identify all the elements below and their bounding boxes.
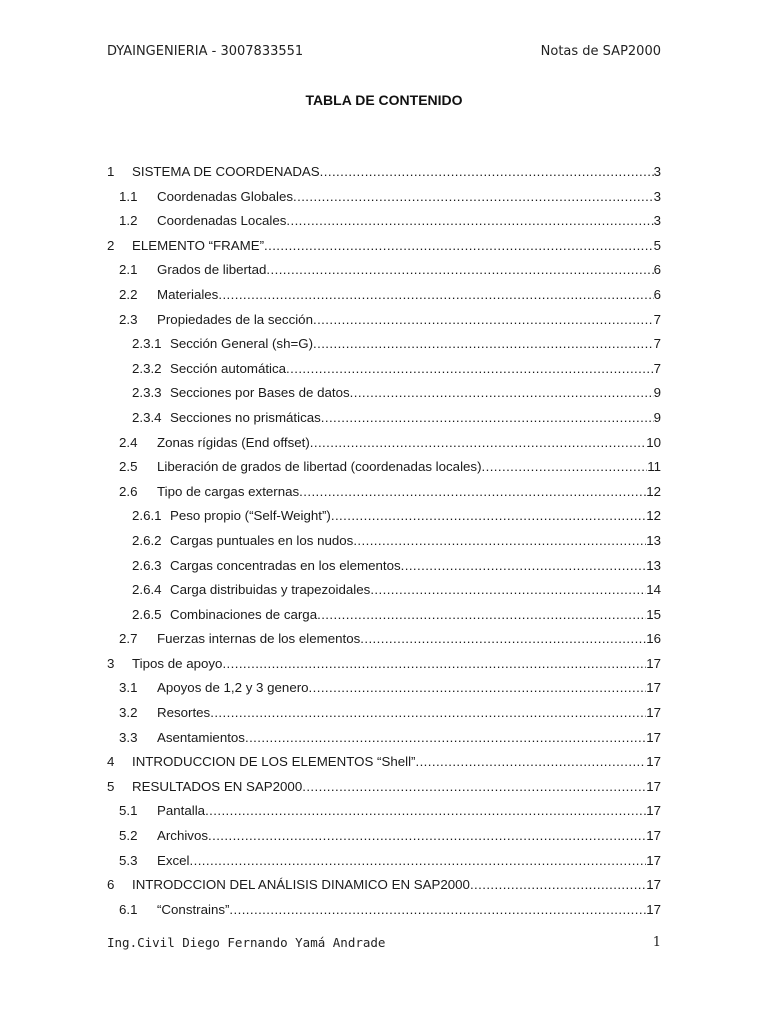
- toc-entry-page: 12: [646, 508, 661, 524]
- toc-entry[interactable]: [107, 482, 661, 507]
- toc-entry[interactable]: [107, 433, 661, 458]
- toc-entry-title: Secciones no prismáticas: [170, 409, 321, 425]
- toc-entry-title: Sección General (sh=G): [170, 336, 314, 352]
- toc-leader: [353, 531, 646, 551]
- table-of-contents: [107, 162, 661, 924]
- toc-entry-title: Sección automática: [170, 360, 287, 376]
- toc-entry[interactable]: [107, 703, 661, 728]
- toc-entry-number: 2.3.1: [132, 336, 162, 352]
- toc-leader: [320, 162, 654, 182]
- toc-entry-title: Propiedades de la sección: [157, 311, 313, 327]
- toc-entry-number: 1: [107, 164, 115, 179]
- toc-entry-title: Combinaciones de carga: [170, 606, 318, 622]
- toc-entry-title: Coordenadas Locales: [157, 213, 287, 229]
- toc-entry-page: 13: [646, 557, 661, 573]
- toc-entry-title: Carga distribuidas y trapezoidales: [170, 582, 371, 598]
- toc-leader: [222, 654, 646, 674]
- toc-entry-page: 17: [646, 803, 661, 819]
- toc-entry-number: 2.7: [119, 631, 138, 647]
- toc-leader: [302, 777, 646, 797]
- toc-entry-number: 2.6.5: [132, 606, 162, 622]
- toc-entry-title: Coordenadas Globales: [157, 188, 294, 204]
- header-company: DYAINGENIERIA - 3007833551: [107, 44, 304, 59]
- toc-leader: [482, 457, 648, 477]
- toc-entry[interactable]: [107, 580, 661, 605]
- toc-entry[interactable]: [107, 900, 661, 925]
- toc-entry-number: 2: [107, 237, 115, 253]
- footer-page-number: 1: [652, 935, 661, 950]
- toc-entry-page: 15: [646, 606, 661, 622]
- toc-leader: [350, 383, 654, 403]
- toc-leader: [331, 506, 646, 526]
- toc-entry-title: SISTEMA DE COORDENADAS: [132, 164, 320, 179]
- toc-entry-page: 10: [646, 434, 661, 450]
- toc-entry-number: 2.1: [119, 262, 138, 278]
- toc-leader: [229, 900, 646, 920]
- toc-leader: [309, 678, 647, 698]
- toc-entry-number: 2.5: [119, 459, 138, 475]
- toc-entry-number: 6: [107, 877, 115, 893]
- toc-entry-number: 2.3.2: [132, 360, 162, 376]
- toc-entry-title: Cargas concentradas en los elementos: [170, 557, 401, 573]
- toc-title: TABLA DE CONTENIDO: [305, 92, 463, 108]
- toc-entry-page: 17: [646, 901, 661, 917]
- toc-entry-page: 5: [653, 237, 661, 253]
- toc-entry-number: 2.3.3: [132, 385, 162, 401]
- toc-entry-title: Materiales: [157, 286, 219, 302]
- toc-entry-number: 5.3: [119, 852, 138, 868]
- toc-entry-number: 1.2: [119, 213, 138, 229]
- toc-entry-title: ELEMENTO “FRAME”: [132, 237, 264, 253]
- toc-entry-number: 5.2: [119, 828, 138, 844]
- toc-entry-number: 2.4: [119, 434, 138, 450]
- toc-entry-page: 7: [653, 360, 661, 376]
- toc-entry-title: Secciones por Bases de datos: [170, 385, 350, 401]
- toc-entry-page: 17: [646, 754, 661, 770]
- toc-leader: [299, 482, 646, 502]
- toc-entry-number: 2.2: [119, 286, 138, 302]
- toc-entry[interactable]: [107, 531, 661, 556]
- toc-entry-title: Archivos: [157, 828, 208, 844]
- toc-entry[interactable]: [107, 752, 661, 777]
- toc-entry-page: 11: [647, 459, 661, 475]
- toc-entry[interactable]: [107, 728, 661, 753]
- toc-entry-page: 17: [646, 680, 661, 696]
- toc-entry[interactable]: [107, 506, 661, 531]
- toc-entry-page: 6: [653, 286, 661, 302]
- toc-entry-number: 2.6: [119, 483, 138, 499]
- toc-entry[interactable]: [107, 187, 661, 212]
- toc-entry-title: Zonas rígidas (End offset): [157, 434, 310, 450]
- toc-leader: [208, 826, 646, 846]
- toc-leader: [190, 851, 647, 871]
- footer-author: Ing.Civil Diego Fernando Yamá Andrade: [107, 935, 386, 950]
- toc-entry[interactable]: [107, 678, 661, 703]
- toc-leader: [313, 310, 654, 330]
- toc-leader: [317, 605, 646, 625]
- toc-leader: [415, 752, 646, 772]
- toc-entry[interactable]: [107, 383, 661, 408]
- toc-entry[interactable]: [107, 408, 661, 433]
- toc-entry-title: Tipos de apoyo: [132, 655, 223, 671]
- toc-entry-title: RESULTADOS EN SAP2000: [132, 778, 303, 794]
- toc-entry-number: 2.6.4: [132, 582, 162, 598]
- toc-entry-page: 17: [646, 705, 661, 721]
- toc-entry-title: Apoyos de 1,2 y 3 genero: [157, 680, 309, 696]
- toc-entry[interactable]: [107, 260, 661, 285]
- toc-entry[interactable]: [107, 875, 661, 900]
- toc-entry-number: 3: [107, 655, 115, 671]
- toc-leader: [321, 408, 654, 428]
- toc-entry-number: 4: [107, 754, 115, 770]
- toc-entry[interactable]: [107, 211, 661, 236]
- toc-entry-title: Asentamientos: [157, 729, 245, 745]
- page-footer: [107, 935, 661, 953]
- toc-leader: [266, 260, 653, 280]
- toc-leader: [470, 875, 646, 895]
- toc-leader: [264, 236, 654, 256]
- toc-entry-title: Excel: [157, 852, 190, 868]
- toc-entry[interactable]: [107, 851, 661, 876]
- toc-entry-page: 17: [646, 729, 661, 745]
- toc-entry-title: Resortes: [157, 705, 211, 721]
- toc-leader: [293, 187, 654, 207]
- toc-leader: [286, 211, 653, 231]
- toc-entry-number: 5: [107, 778, 115, 794]
- toc-entry-page: 6: [653, 262, 661, 278]
- toc-entry[interactable]: [107, 605, 661, 630]
- toc-entry-number: 2.6.2: [132, 532, 162, 548]
- toc-leader: [310, 433, 646, 453]
- toc-entry-page: 17: [646, 852, 661, 868]
- toc-entry-title: Pantalla: [157, 803, 206, 819]
- toc-leader: [360, 629, 646, 649]
- toc-entry-title: Grados de libertad: [157, 262, 267, 278]
- toc-entry[interactable]: [107, 457, 661, 482]
- toc-leader: [245, 728, 646, 748]
- toc-leader: [205, 801, 646, 821]
- toc-entry-page: 9: [653, 385, 661, 401]
- toc-entry-title: “Constrains”: [157, 901, 230, 917]
- toc-entry-page: 12: [646, 483, 661, 499]
- toc-entry-page: 17: [646, 828, 661, 844]
- toc-entry-title: INTRODUCCION DE LOS ELEMENTOS “Shell”: [132, 754, 416, 770]
- toc-entry[interactable]: [107, 310, 661, 335]
- toc-entry-page: 7: [653, 311, 661, 327]
- toc-entry-number: 2.6.1: [132, 508, 162, 524]
- toc-leader: [286, 359, 654, 379]
- toc-leader: [313, 334, 654, 354]
- toc-entry-page: 16: [646, 631, 661, 647]
- toc-entry-page: 17: [646, 655, 661, 671]
- toc-entry-title: Fuerzas internas de los elementos: [157, 631, 361, 647]
- toc-entry-page: 17: [646, 778, 661, 794]
- toc-entry-title: Tipo de cargas externas: [157, 483, 300, 499]
- toc-entry[interactable]: [107, 801, 661, 826]
- toc-entry[interactable]: [107, 826, 661, 851]
- toc-leader: [370, 580, 646, 600]
- toc-entry[interactable]: [107, 285, 661, 310]
- toc-entry-page: 17: [646, 877, 661, 893]
- toc-entry[interactable]: [107, 334, 661, 359]
- toc-entry-number: 5.1: [119, 803, 138, 819]
- toc-entry[interactable]: [107, 359, 661, 384]
- toc-entry-number: 2.3: [119, 311, 138, 327]
- toc-entry-number: 6.1: [119, 901, 138, 917]
- toc-entry-page: 3: [653, 213, 661, 229]
- toc-entry-number: 1.1: [119, 188, 138, 204]
- page-header: [107, 44, 661, 62]
- toc-entry-number: 2.3.4: [132, 409, 162, 425]
- toc-leader: [401, 556, 647, 576]
- toc-entry-number: 2.6.3: [132, 557, 162, 573]
- toc-entry[interactable]: [107, 236, 661, 261]
- toc-entry-page: 7: [653, 336, 661, 352]
- toc-entry-title: Cargas puntuales en los nudos: [170, 532, 354, 548]
- toc-entry-number: 3.2: [119, 705, 138, 721]
- toc-entry-page: 3: [653, 164, 661, 179]
- toc-leader: [218, 285, 653, 305]
- toc-entry-page: 3: [653, 188, 661, 204]
- toc-entry[interactable]: [107, 629, 661, 654]
- toc-entry-title: INTRODCCION DEL ANÁLISIS DINAMICO EN SAP2000: [132, 877, 470, 893]
- toc-entry-title: Peso propio (“Self-Weight”): [170, 508, 331, 524]
- toc-entry-page: 14: [646, 582, 661, 598]
- toc-entry-page: 9: [653, 409, 661, 425]
- toc-entry[interactable]: [107, 162, 661, 187]
- toc-entry-number: 3.3: [119, 729, 138, 745]
- toc-entry-page: 13: [646, 532, 661, 548]
- toc-entry[interactable]: [107, 654, 661, 679]
- toc-entry-number: 3.1: [119, 680, 138, 696]
- toc-entry[interactable]: [107, 777, 661, 802]
- header-document-title: Notas de SAP2000: [540, 44, 661, 59]
- toc-entry[interactable]: [107, 556, 661, 581]
- toc-leader: [210, 703, 646, 723]
- toc-entry-title: Liberación de grados de libertad (coordenadas locales): [157, 459, 482, 475]
